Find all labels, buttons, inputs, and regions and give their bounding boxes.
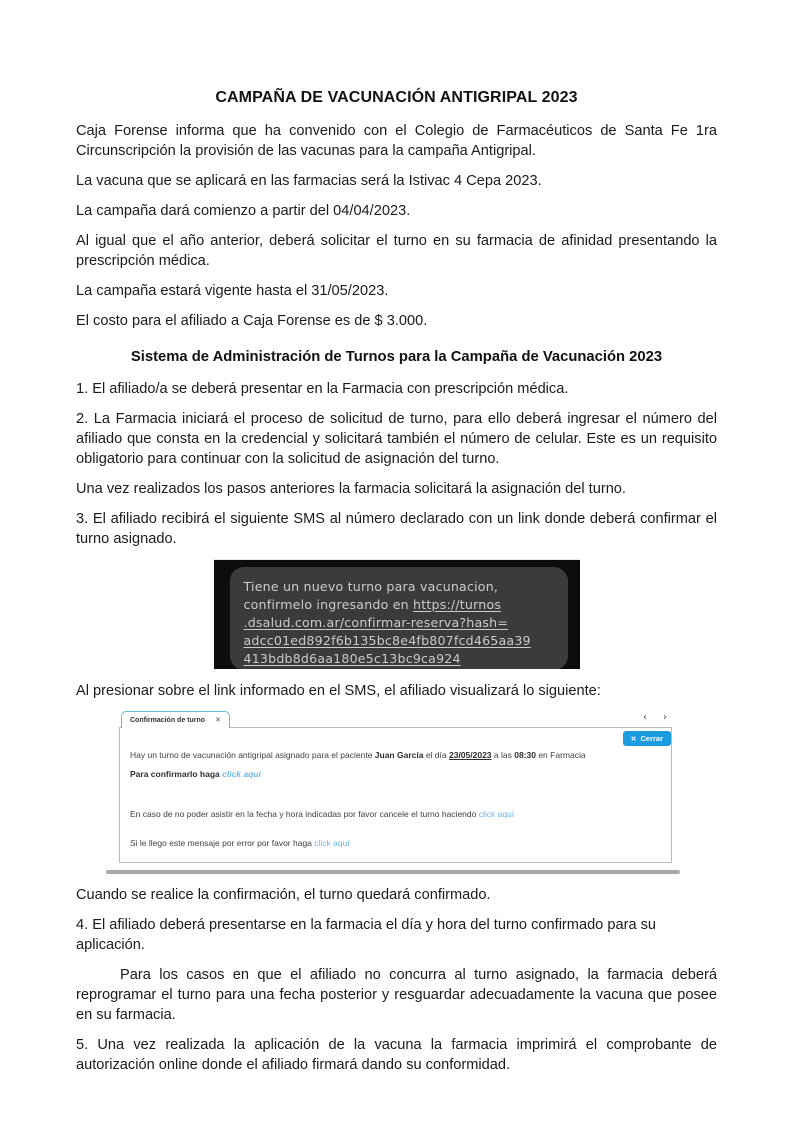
sms-screenshot xyxy=(214,559,580,669)
paragraph-vaccine: La vacuna que se aplicará en las farmacias será la Istivac 4 Cepa 2023. xyxy=(76,173,542,189)
appointment-date: 23/05/2023 xyxy=(448,750,492,760)
appointment-text: el día xyxy=(423,750,449,760)
sms-confirmation-link[interactable]: https://turnos xyxy=(413,597,502,612)
confirm-line xyxy=(130,769,261,779)
paragraph-pasos: Una vez realizados los pasos anteriores la farmacia solicitará la asignación del turno. xyxy=(76,481,626,497)
cancel-click-aqui-link[interactable]: click aquí xyxy=(478,809,515,819)
appointment-line xyxy=(130,750,586,760)
paragraph-cost: El costo para el afiliado a Caja Forense es de $ 3.000. xyxy=(76,313,428,329)
sms-text-line: Tiene un nuevo turno para vacunacion, xyxy=(243,579,499,594)
cancel-text: En caso de no poder asistir en la fecha y hora indicadas por favor cancele el turno haciendo xyxy=(130,809,479,819)
browser-tab-bar xyxy=(119,711,672,727)
tab-label: Confirmación de turno xyxy=(130,716,206,724)
horizontal-scrollbar[interactable] xyxy=(106,870,680,874)
step-1: 1. El afiliado/a se deberá presentar en la Farmacia con prescripción médica. xyxy=(76,381,569,397)
sms-confirmation-link[interactable]: .dsalud.com.ar/confirmar-reserva?hash= xyxy=(243,615,509,630)
error-text: Si le llego este mensaje por error por favor haga xyxy=(130,838,315,848)
tab-confirmacion-de-turno[interactable] xyxy=(121,711,230,728)
paragraph-prescription: Al igual que el año anterior, deberá solicitar el turno en su farmacia de afinidad presentando la prescripción médica. xyxy=(76,233,717,269)
appointment-text: Hay un turno de vacunación antigripal asignado para el paciente xyxy=(130,750,375,760)
sms-message-bubble xyxy=(230,567,568,669)
appointment-time: 08:30 xyxy=(514,750,536,760)
sms-text-prefix: confirmelo ingresando en xyxy=(243,597,414,612)
step-5: 5. Una vez realizada la aplicación de la vacuna la farmacia imprimirá el comprobante de autorización online donde el afiliado firmará dando su conformidad. xyxy=(76,1037,717,1073)
sms-confirmation-link[interactable]: 413bdb8d6aa180e5c13bc9ca924 xyxy=(243,651,461,666)
page-title: CAMPAÑA DE VACUNACIÓN ANTIGRIPAL 2023 xyxy=(215,89,578,106)
paragraph-reprogramar: Para los casos en que el afiliado no concurra al turno asignado, la farmacia deberá reprogramar el turno para una fecha posterior y resguardar adecuadamente la vacuna que posee en su farmacia. xyxy=(76,967,717,1023)
step-4: 4. El afiliado deberá presentarse en la farmacia el día y hora del turno confirmado para su aplicación. xyxy=(76,917,657,953)
cerrar-button[interactable] xyxy=(623,731,671,746)
nav-prev-icon[interactable]: ‹ xyxy=(643,712,647,723)
document-content xyxy=(76,88,717,1085)
paragraph-intro: Caja Forense informa que ha convenido con el Colegio de Farmacéuticos de Santa Fe 1ra Circunscripción la provisión de las vacunas para la campaña Antigripal. xyxy=(76,123,717,159)
appointment-text: a las xyxy=(491,750,515,760)
error-line xyxy=(130,838,350,848)
paragraph-end-date: La campaña estará vigente hasta el 31/05/2023. xyxy=(76,283,389,299)
confirmation-panel xyxy=(119,727,672,863)
sms-text-line xyxy=(244,596,558,614)
browser-screenshot xyxy=(119,711,672,875)
tab-close-icon[interactable]: ✕ xyxy=(215,717,221,724)
carousel-nav xyxy=(643,712,667,724)
close-icon: ✕ xyxy=(630,735,637,743)
cancel-line xyxy=(130,809,514,819)
cerrar-button-label: Cerrar xyxy=(640,734,663,743)
section-subtitle: Sistema de Administración de Turnos para la Campaña de Vacunación 2023 xyxy=(130,349,663,365)
paragraph-confirmado: Cuando se realice la confirmación, el turno quedará confirmado. xyxy=(76,887,491,903)
paragraph-sms-caption: Al presionar sobre el link informado en el SMS, el afiliado visualizará lo siguiente: xyxy=(76,683,601,699)
nav-next-icon[interactable]: › xyxy=(663,712,667,723)
paragraph-start-date: La campaña dará comienzo a partir del 04/04/2023. xyxy=(76,203,411,219)
error-click-aqui-link[interactable]: click aquí xyxy=(314,838,350,848)
step-3: 3. El afiliado recibirá el siguiente SMS al número declarado con un link donde deberá confirmar el turno asignado. xyxy=(76,511,717,547)
sms-confirmation-link[interactable]: adcc01ed892f6b135bc8e4fb807fcd465aa39 xyxy=(243,633,531,648)
appointment-text: en Farmacia xyxy=(535,750,586,760)
confirm-click-aqui-link[interactable]: click aquí xyxy=(222,769,261,779)
confirm-text: Para confirmarlo haga xyxy=(130,769,223,779)
step-2: 2. La Farmacia iniciará el proceso de solicitud de turno, para ello deberá ingresar el número del afiliado que consta en la credencial y solicitará también el número de celular. Este es un requisito obligatorio para continuar con la solicitud de asignación del turno. xyxy=(76,411,717,467)
patient-name: Juan García xyxy=(374,750,424,760)
